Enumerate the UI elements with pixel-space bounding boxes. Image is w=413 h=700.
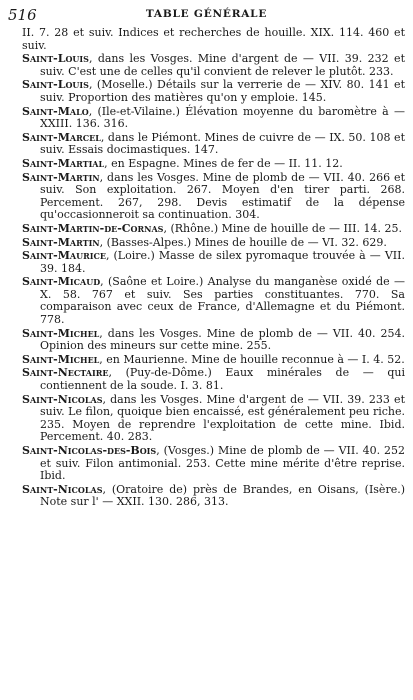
entry-text: , dans les Vosges. Mine de plomb de — VII. 40. 254. Opinion des mineurs sur cette mine. 255.	[40, 326, 405, 353]
page-number: 516	[8, 6, 37, 24]
index-entry	[22, 276, 405, 326]
entry-text: , dans les Vosges. Mine d'argent de — VII. 39. 232 et suiv. C'est une de celles qu'il convient de relever le plutôt. 233.	[40, 52, 405, 78]
index-entry	[22, 223, 405, 236]
index-entry	[22, 354, 405, 367]
entry-text: II. 7. 28 et suiv. Indices et recherches de houille. XIX. 114. 460 et suiv.	[22, 26, 405, 52]
entry-heading: Saint-Louis	[22, 52, 89, 66]
entry-heading: Saint-Malo	[22, 104, 89, 118]
index-entry	[22, 328, 405, 353]
entry-heading: Saint-Louis	[22, 78, 89, 92]
entry-heading: Saint-Martial	[22, 156, 105, 170]
entry-text: , (Loire.) Masse de silex pyromaque trouvée à — VII. 39. 184.	[40, 249, 405, 275]
entry-text: , (Ile-et-Vilaine.) Élévation moyenne du baromètre à — XXIII. 136. 316.	[40, 104, 405, 131]
entry-heading: Saint-Marcel	[22, 130, 101, 144]
index-entry	[22, 237, 405, 250]
entry-heading: Saint-Maurice	[22, 249, 106, 263]
entry-heading: Saint-Michel	[22, 326, 100, 340]
entry-text: , en Maurienne. Mine de houille reconnue à — I. 4. 52.	[99, 352, 405, 366]
index-entry	[22, 394, 405, 444]
index-entries	[22, 27, 405, 510]
entry-text: , (Rhône.) Mine de houille de — III. 14. 25.	[163, 221, 402, 235]
entry-text: , (Basses-Alpes.) Mines de houille de — VI. 32. 629.	[99, 235, 387, 249]
entry-heading: Saint-Michel	[22, 352, 100, 366]
index-entry	[22, 106, 405, 131]
entry-heading: Saint-Nicolas-des-Bois	[22, 444, 157, 457]
index-entry	[22, 172, 405, 222]
entry-text: , dans les Vosges. Mine d'argent de — VII. 39. 233 et suiv. Le filon, quoique bien encaissé, est généralement peu riche. 235. Moyen de reprendre l'exploitation de cette mine. Ibid. Percement. 40. 283.	[40, 392, 405, 444]
index-entry	[22, 484, 405, 509]
entry-text: , dans les Vosges. Mine de plomb de — VII. 40. 266 et suiv. Son exploitation. 267. Moyen d'en tirer parti. 268. Percement. 267, 298. Devis estimatif de la dépense qu'occasionneroit sa continuation. 304.	[40, 170, 405, 222]
index-entry	[22, 79, 405, 104]
entry-text: , (Vosges.) Mine de plomb de — VII. 40. 252 et suiv. Filon antimonial. 253. Cette mine mérite d'être reprise. Ibid.	[40, 444, 405, 483]
entry-heading: Saint-Martin	[22, 170, 100, 184]
index-entry	[22, 367, 405, 392]
entry-heading: Saint-Micaud	[22, 275, 101, 289]
index-entry	[22, 27, 405, 52]
entry-text: , dans le Piémont. Mines de cuivre de — IX. 50. 108 et suiv. Essais docimastiques. 147.	[40, 130, 405, 157]
entry-heading: Saint-Martin-de-Cornas	[22, 221, 164, 235]
page-header	[8, 6, 405, 24]
entry-heading: Saint-Nicolas	[22, 482, 103, 496]
entry-heading: Saint-Nicolas	[22, 392, 103, 406]
entry-text: , (Oratoire de) près de Brandes, en Oisans, (Isère.) Note sur l' — XXII. 130. 286, 313.	[40, 482, 405, 509]
entry-text: , en Espagne. Mines de fer de — II. 11. 12.	[104, 156, 343, 170]
index-entry	[22, 445, 405, 483]
entry-text: , (Puy-de-Dôme.) Eaux minérales de — qui contiennent de la soude. I. 3. 81.	[40, 366, 405, 393]
entry-heading: Saint-Nectaire	[22, 366, 109, 380]
entry-text: , (Moselle.) Détails sur la verrerie de — XIV. 80. 141 et suiv. Proportion des matières qu'on y emploie. 145.	[40, 78, 405, 104]
entry-text: , (Saône et Loire.) Analyse du manganèse oxidé de — X. 58. 767 et suiv. Ses parties constituantes. 770. Sa comparaison avec ceux de France, d'Allemagne et du Piémont. 778.	[40, 275, 405, 327]
running-head: TABLE GÉNÉRALE	[145, 8, 268, 20]
index-entry	[22, 132, 405, 157]
index-entry	[22, 158, 405, 171]
index-entry	[22, 250, 405, 275]
index-entry	[22, 53, 405, 78]
entry-heading: Saint-Martin	[22, 235, 100, 249]
